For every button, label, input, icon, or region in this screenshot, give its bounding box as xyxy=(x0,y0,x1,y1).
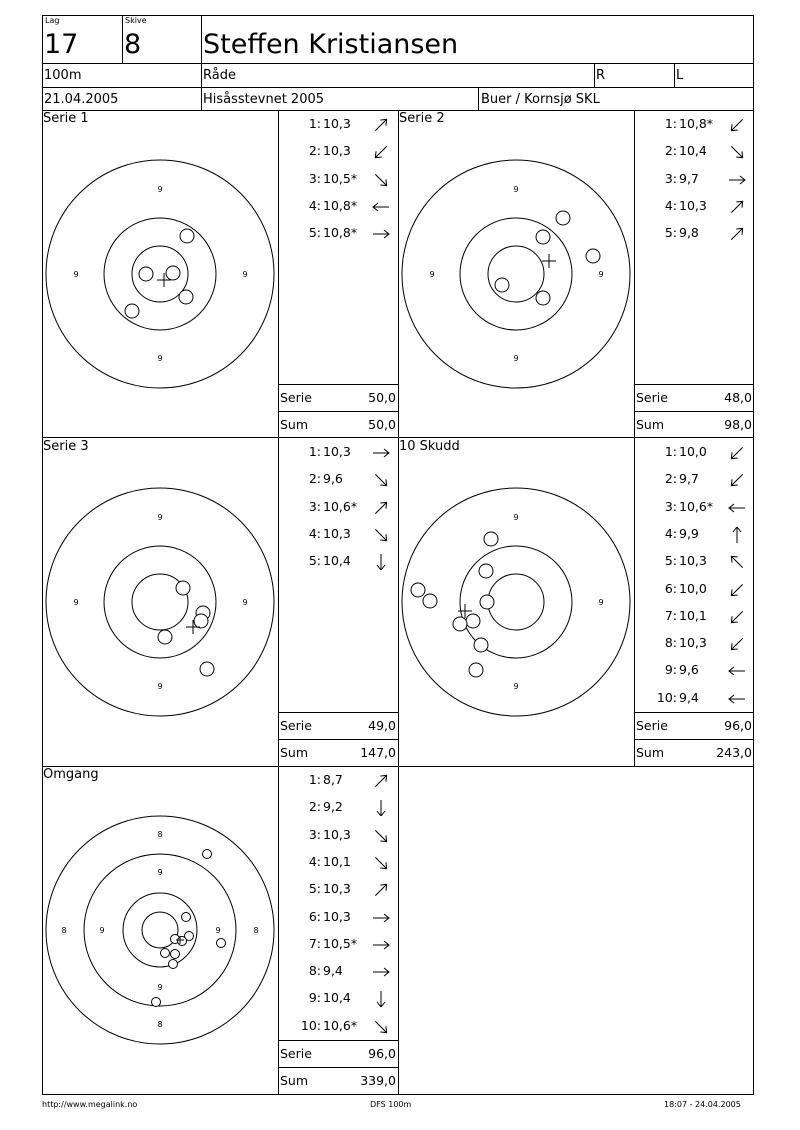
direction-arrow-icon xyxy=(727,527,747,543)
shot-number: 5: xyxy=(308,553,321,569)
shot-number: 1: xyxy=(308,772,321,787)
shot-number: 1: xyxy=(308,116,321,131)
target-omgang xyxy=(42,812,278,1052)
shot-row xyxy=(278,526,398,541)
shot-number: 2: xyxy=(308,799,321,815)
shot-number: 4: xyxy=(664,197,677,213)
ring-label: 8 xyxy=(253,926,259,935)
direction-arrow-icon xyxy=(371,882,391,898)
ring-label: 9 xyxy=(598,270,604,279)
panel-title-serie1: Serie 1 xyxy=(43,111,89,126)
range: Buer / Kornsjø SKL xyxy=(481,92,600,107)
direction-arrow-icon xyxy=(371,800,391,816)
shot-value: 10,3 xyxy=(679,197,707,213)
shot-number: 4: xyxy=(308,525,321,541)
shot-value: 10,5* xyxy=(323,935,358,951)
shot-number: 4: xyxy=(308,853,321,869)
shot-value: 10,4 xyxy=(679,143,707,159)
shot-row xyxy=(278,799,398,814)
shot-number: 6: xyxy=(308,908,321,924)
distance: 100m xyxy=(44,68,82,83)
date: 21.04.2005 xyxy=(44,92,119,107)
club: Råde xyxy=(203,68,236,83)
direction-arrow-icon xyxy=(371,910,391,926)
shot-row xyxy=(278,143,398,158)
l-label: L xyxy=(676,68,684,83)
shot-number: 2: xyxy=(664,471,677,487)
shooter-name: Steffen Kristiansen xyxy=(203,29,459,60)
shot-number: 1: xyxy=(308,444,321,459)
footer-url: http://www.megalink.no xyxy=(42,1100,138,1109)
lag-value: 17 xyxy=(44,29,79,60)
shot-row xyxy=(634,143,754,158)
shot-number: 2: xyxy=(308,143,321,159)
shot-row xyxy=(634,444,754,459)
shot-number: 3: xyxy=(308,826,321,842)
shot-number: 8: xyxy=(308,963,321,979)
ring-label: 8 xyxy=(61,926,67,935)
shot-value: 10,3 xyxy=(323,826,351,842)
direction-arrow-icon xyxy=(371,554,391,570)
ring-label: 9 xyxy=(157,513,163,522)
direction-arrow-icon xyxy=(371,472,391,488)
ring-label: 9 xyxy=(513,185,519,194)
shot-row xyxy=(278,909,398,924)
target-10skudd xyxy=(398,478,634,718)
shot-row xyxy=(278,990,398,1005)
shot-number: 5: xyxy=(308,881,321,897)
shot-value: 10,3 xyxy=(323,116,351,131)
shot-value: 10,6* xyxy=(679,498,714,514)
shot-row xyxy=(634,690,754,705)
target-serie2 xyxy=(398,150,634,390)
panel-title-10skudd: 10 Skudd xyxy=(399,439,460,454)
shot-row xyxy=(278,198,398,213)
direction-arrow-icon xyxy=(371,500,391,516)
direction-arrow-icon xyxy=(727,445,747,461)
shot-number: 2: xyxy=(664,143,677,159)
shot-row xyxy=(634,662,754,677)
shot-value: 9,7 xyxy=(679,471,699,487)
shot-number: 1: xyxy=(664,116,677,131)
ring-label: 9 xyxy=(513,513,519,522)
ring-label: 9 xyxy=(157,354,163,363)
direction-arrow-icon xyxy=(727,172,747,188)
shot-value: 8,7 xyxy=(323,772,343,787)
shot-number: 4: xyxy=(308,197,321,213)
target-serie1 xyxy=(42,150,278,390)
shot-value: 10,3 xyxy=(323,525,351,541)
shot-number: 2: xyxy=(308,471,321,487)
shot-value: 10,3 xyxy=(323,881,351,897)
ring-label: 9 xyxy=(157,868,163,877)
shot-number: 3: xyxy=(664,498,677,514)
panel-title-serie3: Serie 3 xyxy=(43,439,89,454)
shot-value: 10,3 xyxy=(323,444,351,459)
direction-arrow-icon xyxy=(727,472,747,488)
shot-row xyxy=(634,171,754,186)
direction-arrow-icon xyxy=(371,773,391,789)
shot-number: 10: xyxy=(656,689,677,705)
shot-number: 9: xyxy=(308,990,321,1006)
ring-label: 9 xyxy=(99,926,105,935)
shot-row xyxy=(634,553,754,568)
ring-label: 9 xyxy=(242,598,248,607)
shot-number: 7: xyxy=(664,607,677,623)
shot-value: 9,2 xyxy=(323,799,343,815)
shot-number: 5: xyxy=(664,225,677,241)
lag-label: Lag xyxy=(45,16,60,25)
shot-row xyxy=(278,963,398,978)
shot-value: 10,1 xyxy=(323,853,351,869)
direction-arrow-icon xyxy=(727,199,747,215)
direction-arrow-icon xyxy=(727,500,747,516)
shot-row xyxy=(278,171,398,186)
r-label: R xyxy=(596,68,606,83)
direction-arrow-icon xyxy=(371,1019,391,1035)
shot-number: 1: xyxy=(664,444,677,459)
shot-row xyxy=(278,827,398,842)
direction-arrow-icon xyxy=(371,144,391,160)
shot-number: 4: xyxy=(664,525,677,541)
shot-value: 10,4 xyxy=(323,990,351,1006)
direction-arrow-icon xyxy=(727,609,747,625)
shot-value: 10,3 xyxy=(323,908,351,924)
skive-value: 8 xyxy=(124,29,142,60)
shot-value: 9,6 xyxy=(679,662,699,678)
footer-center: DFS 100m xyxy=(370,1100,412,1109)
shot-value: 10,8* xyxy=(679,116,714,131)
shot-row xyxy=(278,471,398,486)
target-serie3 xyxy=(42,478,278,718)
shot-number: 3: xyxy=(664,170,677,186)
direction-arrow-icon xyxy=(371,855,391,871)
shot-row xyxy=(278,116,398,131)
shot-number: 9: xyxy=(664,662,677,678)
shot-value: 10,0 xyxy=(679,444,707,459)
shot-value: 9,7 xyxy=(679,170,699,186)
shot-number: 7: xyxy=(308,935,321,951)
shot-value: 9,8 xyxy=(679,225,699,241)
shot-number: 5: xyxy=(664,553,677,569)
shot-value: 10,5* xyxy=(323,170,358,186)
direction-arrow-icon xyxy=(371,226,391,242)
direction-arrow-icon xyxy=(371,445,391,461)
ring-label: 8 xyxy=(157,1020,163,1029)
direction-arrow-icon xyxy=(371,199,391,215)
direction-arrow-icon xyxy=(727,636,747,652)
shot-value: 10,6* xyxy=(323,498,358,514)
shot-value: 9,9 xyxy=(679,525,699,541)
shot-number: 3: xyxy=(308,170,321,186)
ring-label: 9 xyxy=(157,682,163,691)
ring-label: 9 xyxy=(598,598,604,607)
ring-label: 9 xyxy=(429,270,435,279)
shot-row xyxy=(278,225,398,240)
panel-title-serie2: Serie 2 xyxy=(399,111,445,126)
shot-number: 10: xyxy=(300,1017,321,1033)
shot-row xyxy=(634,225,754,240)
footer-timestamp: 18:07 - 24.04.2005 xyxy=(664,1100,741,1109)
shot-value: 10,1 xyxy=(679,607,707,623)
shot-row xyxy=(278,1018,398,1033)
shot-number: 6: xyxy=(664,580,677,596)
shot-number: 3: xyxy=(308,498,321,514)
shot-value: 10,8* xyxy=(323,197,358,213)
shot-number: 5: xyxy=(308,225,321,241)
direction-arrow-icon xyxy=(371,828,391,844)
direction-arrow-icon xyxy=(371,964,391,980)
ring-label: 9 xyxy=(242,270,248,279)
ring-label: 9 xyxy=(73,270,79,279)
direction-arrow-icon xyxy=(371,527,391,543)
direction-arrow-icon xyxy=(371,172,391,188)
shot-value: 10,4 xyxy=(323,553,351,569)
event: Hisåsstevnet 2005 xyxy=(203,92,325,107)
ring-label: 9 xyxy=(215,926,221,935)
direction-arrow-icon xyxy=(727,117,747,133)
ring-label: 9 xyxy=(73,598,79,607)
ring-label: 9 xyxy=(513,682,519,691)
direction-arrow-icon xyxy=(371,117,391,133)
shot-row xyxy=(634,635,754,650)
shot-row xyxy=(634,499,754,514)
direction-arrow-icon xyxy=(727,226,747,242)
shot-row xyxy=(278,854,398,869)
ring-label: 9 xyxy=(157,983,163,992)
ring-label: 8 xyxy=(157,830,163,839)
skive-label: Skive xyxy=(125,16,147,25)
shot-number: 8: xyxy=(664,635,677,651)
direction-arrow-icon xyxy=(371,937,391,953)
ring-label: 9 xyxy=(157,185,163,194)
shot-row xyxy=(278,881,398,896)
shot-value: 10,8* xyxy=(323,225,358,241)
shot-value: 10,0 xyxy=(679,580,707,596)
shot-value: 10,3 xyxy=(679,553,707,569)
direction-arrow-icon xyxy=(727,582,747,598)
direction-arrow-icon xyxy=(371,991,391,1007)
ring-label: 9 xyxy=(513,354,519,363)
shot-row xyxy=(634,608,754,623)
shot-value: 10,6* xyxy=(323,1017,358,1033)
shot-value: 9,4 xyxy=(679,689,699,705)
shot-row xyxy=(634,471,754,486)
shot-row xyxy=(278,772,398,787)
shot-value: 10,3 xyxy=(323,143,351,159)
shot-row xyxy=(278,499,398,514)
shot-value: 10,3 xyxy=(679,635,707,651)
direction-arrow-icon xyxy=(727,144,747,160)
shot-value: 9,4 xyxy=(323,963,343,979)
panel-title-omgang: Omgang xyxy=(43,767,99,782)
shot-row xyxy=(634,526,754,541)
direction-arrow-icon xyxy=(727,554,747,570)
shot-row xyxy=(278,553,398,568)
shot-row xyxy=(634,581,754,596)
direction-arrow-icon xyxy=(727,691,747,707)
shot-row xyxy=(634,116,754,131)
shot-row xyxy=(278,936,398,951)
shot-row xyxy=(278,444,398,459)
shot-value: 9,6 xyxy=(323,471,343,487)
shot-row xyxy=(634,198,754,213)
direction-arrow-icon xyxy=(727,663,747,679)
